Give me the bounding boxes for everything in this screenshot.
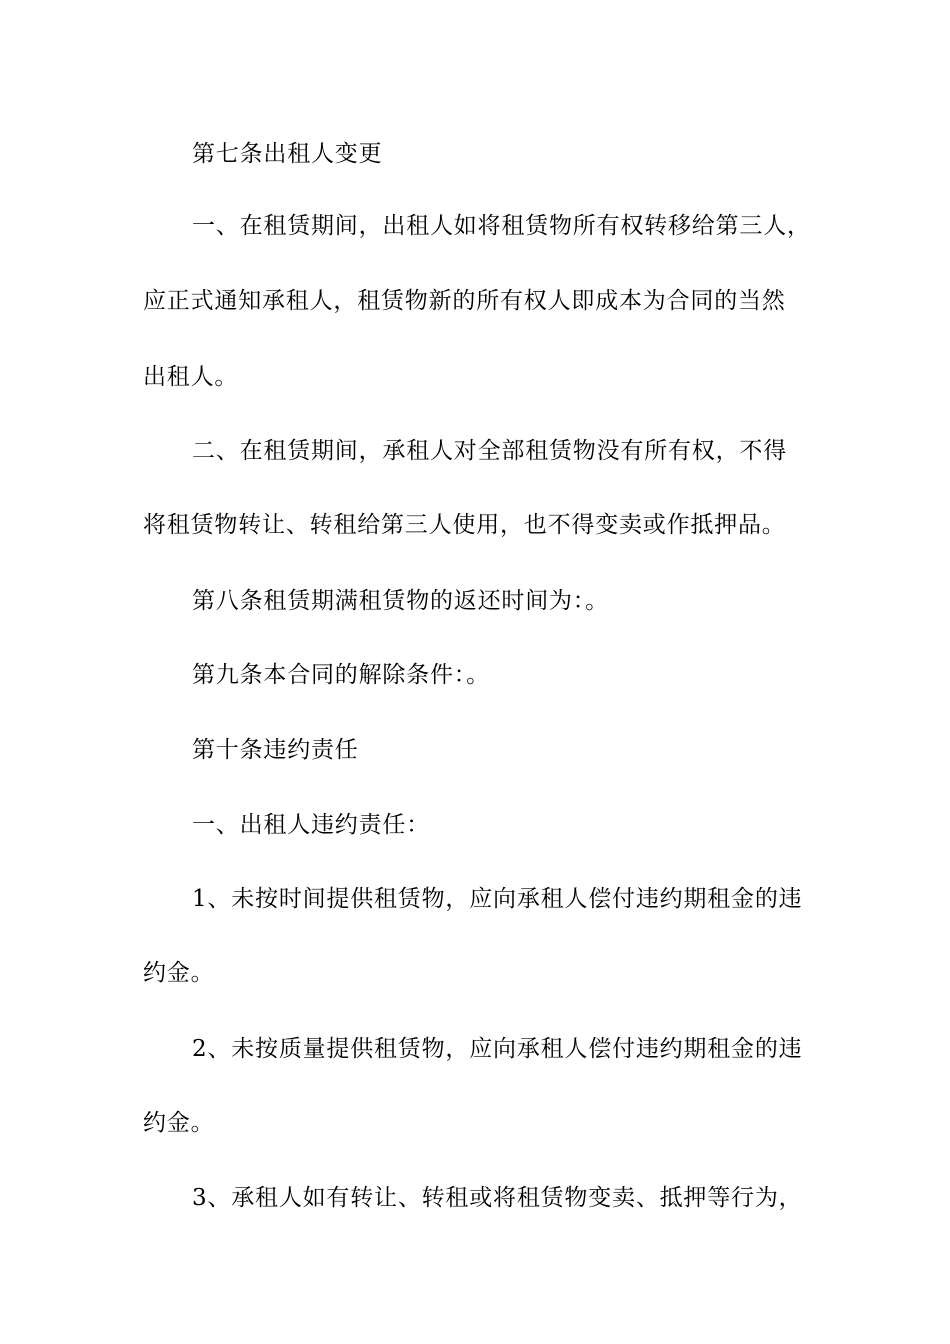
paragraph-line: 约金。	[143, 1110, 215, 1136]
paragraph-line: 3、承租人如有转让、转租或将租赁物变卖、抵押等行为，	[192, 1185, 803, 1211]
paragraph-line: 一、出租人违约责任：	[192, 812, 430, 838]
paragraph-line: 将租赁物转让、转租给第三人使用，也不得变卖或作抵押品。	[143, 512, 786, 538]
paragraph-line: 约金。	[143, 960, 215, 986]
paragraph-line: 应正式通知承租人，租赁物新的所有权人即成本为合同的当然	[143, 288, 786, 314]
paragraph-line: 2、未按质量提供租赁物，应向承租人偿付违约期租金的违	[192, 1036, 803, 1062]
paragraph-line: 二、在租赁期间，承租人对全部租赁物没有所有权，不得	[192, 438, 787, 464]
paragraph-line: 一、在租赁期间，出租人如将租赁物所有权转移给第三人，	[192, 213, 811, 239]
article-8-line: 第八条租赁期满租赁物的返还时间为：。	[192, 588, 609, 614]
article-7-heading: 第七条出租人变更	[192, 141, 383, 167]
paragraph-line: 1、未按时间提供租赁物，应向承租人偿付违约期租金的违	[192, 886, 803, 912]
article-10-heading: 第十条违约责任	[192, 737, 359, 763]
paragraph-line: 出租人。	[143, 364, 239, 390]
article-9-line: 第九条本合同的解除条件：。	[192, 662, 490, 688]
